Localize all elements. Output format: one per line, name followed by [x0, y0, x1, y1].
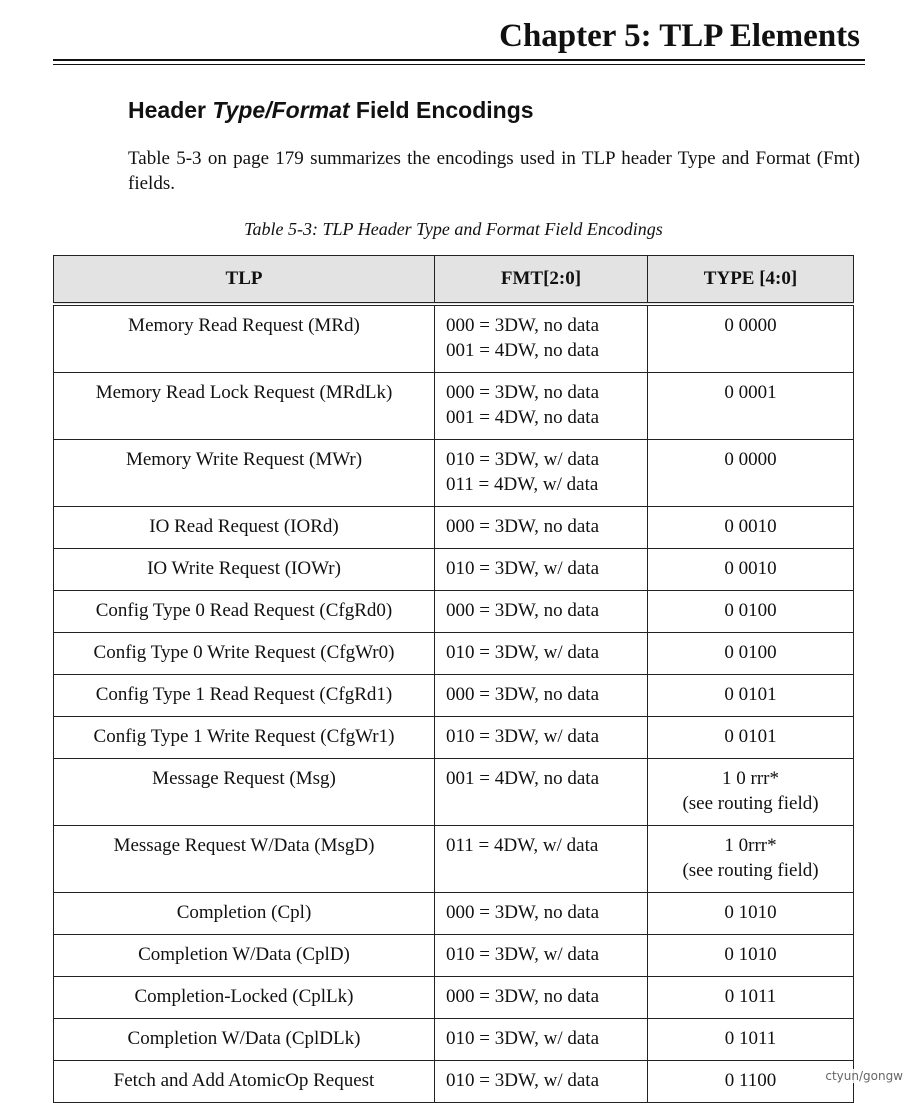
table-row — [54, 758, 854, 825]
table-row — [54, 372, 854, 439]
tlp-name: Completion W/Data (CplD) — [138, 943, 350, 965]
fmt-encoding: 000 = 3DW, no data — [446, 901, 600, 923]
table-caption: Table 5-3: TLP Header Type and Format Field Encodings — [244, 219, 663, 239]
cell-tlp — [54, 1018, 435, 1060]
table-header-row — [54, 256, 854, 304]
type-encoding: 0 1010 — [724, 901, 777, 923]
table-row — [54, 590, 854, 632]
cell-type — [648, 1060, 854, 1102]
type-encoding: 0 0010 — [724, 515, 777, 537]
type-encoding: 0 1100 — [724, 1069, 777, 1091]
table-row — [54, 716, 854, 758]
cell-fmt — [435, 632, 648, 674]
cell-tlp — [54, 934, 435, 976]
tlp-name: Memory Read Request (MRd) — [128, 314, 360, 336]
intro-paragraph: Table 5-3 on page 179 summarizes the encodings used in TLP header Type and Format (Fmt) fields. — [128, 148, 860, 194]
cell-fmt — [435, 758, 648, 825]
header-rule-thick — [53, 59, 865, 61]
cell-fmt — [435, 976, 648, 1018]
cell-tlp — [54, 976, 435, 1018]
cell-type — [648, 590, 854, 632]
table-row — [54, 976, 854, 1018]
tlp-name: Completion W/Data (CplDLk) — [127, 1027, 361, 1049]
cell-fmt — [435, 548, 648, 590]
cell-type — [648, 372, 854, 439]
fmt-encoding: 010 = 3DW, w/ data — [446, 557, 600, 579]
cell-type — [648, 976, 854, 1018]
cell-type — [648, 934, 854, 976]
fmt-encoding: 000 = 3DW, no data — [446, 599, 600, 621]
tlp-name: Memory Read Lock Request (MRdLk) — [95, 381, 393, 403]
cell-fmt — [435, 825, 648, 892]
tlp-name: Memory Write Request (MWr) — [125, 448, 363, 470]
type-encoding: 0 1011 — [724, 985, 777, 1007]
tlp-name: Config Type 0 Write Request (CfgWr0) — [93, 641, 395, 663]
table-row — [54, 1018, 854, 1060]
table-row — [54, 548, 854, 590]
cell-tlp — [54, 674, 435, 716]
cell-tlp — [54, 632, 435, 674]
fmt-encoding: 000 = 3DW, no data — [446, 683, 600, 705]
fmt-encoding: 010 = 3DW, w/ data — [446, 448, 600, 470]
cell-type — [648, 758, 854, 825]
cell-fmt — [435, 439, 648, 506]
fmt-encoding: 010 = 3DW, w/ data — [446, 1069, 600, 1091]
section-heading-prefix: Header — [128, 97, 213, 123]
cell-fmt — [435, 506, 648, 548]
column-header-fmt: FMT[2:0] — [435, 256, 648, 304]
cell-tlp — [54, 758, 435, 825]
section-heading-suffix: Field Encodings — [349, 97, 534, 123]
fmt-encoding: 010 = 3DW, w/ data — [446, 943, 600, 965]
fmt-encoding: 010 = 3DW, w/ data — [446, 725, 600, 747]
tlp-name: IO Write Request (IOWr) — [147, 557, 341, 579]
fmt-encoding: 011 = 4DW, w/ data — [446, 473, 599, 495]
fmt-encoding: 000 = 3DW, no data — [446, 515, 600, 537]
section-heading-italic: Type/Format — [212, 97, 350, 123]
cell-tlp — [54, 825, 435, 892]
type-encoding: 0 1010 — [724, 943, 777, 965]
table-row — [54, 506, 854, 548]
cell-type — [648, 548, 854, 590]
cell-type — [648, 1018, 854, 1060]
tlp-name: IO Read Request (IORd) — [149, 515, 339, 537]
type-encoding: 0 0000 — [724, 314, 777, 336]
fmt-encoding: 000 = 3DW, no data — [446, 381, 600, 403]
section-heading — [128, 94, 534, 126]
cell-type — [648, 439, 854, 506]
cell-tlp — [54, 439, 435, 506]
cell-fmt — [435, 590, 648, 632]
table-row — [54, 632, 854, 674]
type-encoding: (see routing field) — [682, 859, 819, 881]
tlp-name: Config Type 1 Write Request (CfgWr1) — [93, 725, 395, 747]
table-row — [54, 934, 854, 976]
fmt-encoding: 000 = 3DW, no data — [446, 985, 600, 1007]
table-row — [54, 674, 854, 716]
type-encoding: 0 0100 — [724, 641, 777, 663]
cell-fmt — [435, 372, 648, 439]
cell-tlp — [54, 506, 435, 548]
type-encoding: (see routing field) — [682, 792, 819, 814]
tlp-name: Completion (Cpl) — [176, 901, 312, 923]
fmt-encoding: 001 = 4DW, no data — [446, 767, 600, 789]
cell-type — [648, 825, 854, 892]
fmt-encoding: 011 = 4DW, w/ data — [446, 834, 599, 856]
fmt-encoding: 001 = 4DW, no data — [446, 339, 600, 361]
cell-fmt — [435, 934, 648, 976]
cell-type — [648, 632, 854, 674]
cell-tlp — [54, 1060, 435, 1102]
table-row — [54, 825, 854, 892]
column-header-type: TYPE [4:0] — [648, 256, 854, 304]
tlp-name: Config Type 1 Read Request (CfgRd1) — [95, 683, 393, 705]
table-row — [54, 1060, 854, 1102]
cell-tlp — [54, 548, 435, 590]
type-encoding: 0 0101 — [724, 725, 777, 747]
fmt-encoding: 010 = 3DW, w/ data — [446, 641, 600, 663]
fmt-encoding: 010 = 3DW, w/ data — [446, 1027, 600, 1049]
cell-type — [648, 674, 854, 716]
cell-fmt — [435, 892, 648, 934]
cell-fmt — [435, 1018, 648, 1060]
type-encoding: 0 0101 — [724, 683, 777, 705]
table-row — [54, 439, 854, 506]
header-rule-thin — [53, 64, 865, 65]
cell-fmt — [435, 716, 648, 758]
cell-tlp — [54, 372, 435, 439]
fmt-encoding: 000 = 3DW, no data — [446, 314, 600, 336]
tlp-name: Message Request (Msg) — [152, 767, 336, 789]
cell-type — [648, 892, 854, 934]
table-row — [54, 892, 854, 934]
cell-type — [648, 304, 854, 373]
cell-type — [648, 506, 854, 548]
cell-tlp — [54, 304, 435, 373]
tlp-name: Completion-Locked (CplLk) — [134, 985, 354, 1007]
column-header-tlp: TLP — [54, 256, 435, 304]
table-body — [54, 304, 854, 1103]
type-encoding: 1 0rrr* — [724, 834, 777, 856]
type-encoding: 1 0 rrr* — [722, 767, 779, 789]
tlp-name: Fetch and Add AtomicOp Request — [113, 1069, 375, 1091]
cell-tlp — [54, 716, 435, 758]
tlp-name: Message Request W/Data (MsgD) — [113, 834, 375, 856]
type-encoding: 0 1011 — [724, 1027, 777, 1049]
type-encoding: 0 0000 — [724, 448, 777, 470]
watermark: ctyun/gongw — [825, 1069, 903, 1083]
type-encoding: 0 0010 — [724, 557, 777, 579]
type-encoding: 0 0100 — [724, 599, 777, 621]
fmt-encoding: 001 = 4DW, no data — [446, 406, 600, 428]
cell-tlp — [54, 590, 435, 632]
table-row — [54, 304, 854, 373]
chapter-title: Chapter 5: TLP Elements — [499, 18, 860, 54]
cell-type — [648, 716, 854, 758]
tlp-encoding-table — [53, 255, 854, 1103]
tlp-name: Config Type 0 Read Request (CfgRd0) — [95, 599, 393, 621]
type-encoding: 0 0001 — [724, 381, 777, 403]
cell-fmt — [435, 1060, 648, 1102]
cell-tlp — [54, 892, 435, 934]
cell-fmt — [435, 304, 648, 373]
cell-fmt — [435, 674, 648, 716]
